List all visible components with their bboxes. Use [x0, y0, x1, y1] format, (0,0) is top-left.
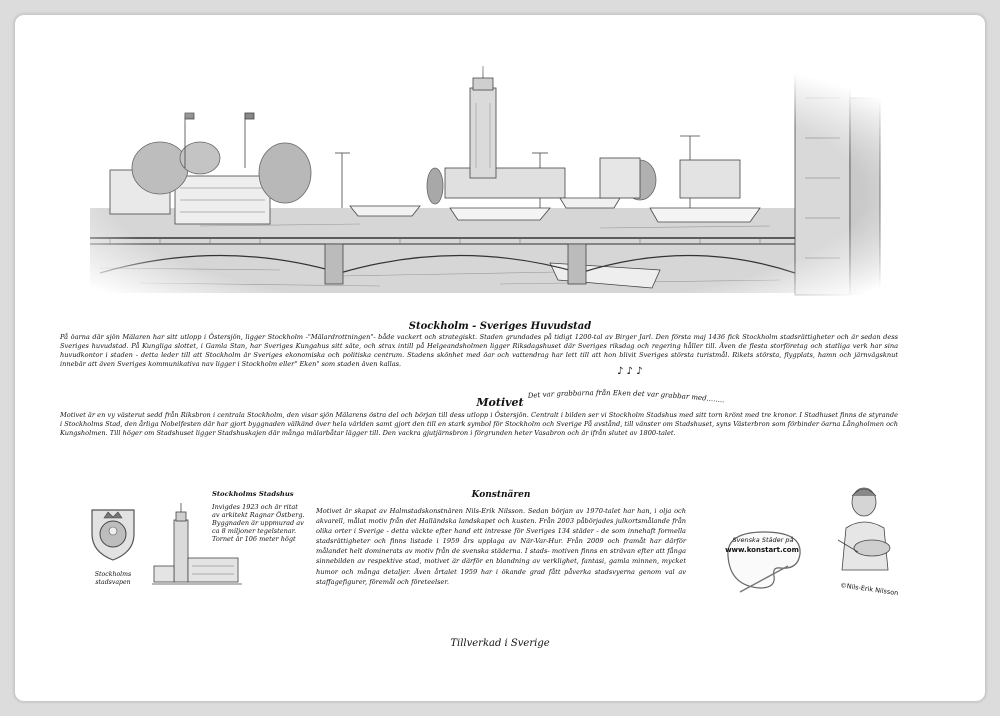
crest-caption-line1: Stockholms: [94, 571, 132, 578]
artist-portrait-sketch: [828, 480, 902, 590]
cityhall-line-1: Invigdes 1923 och är ritat: [212, 503, 298, 511]
cityhall-line-2: av arkitekt Ragnar Östberg.: [212, 511, 305, 519]
intro-paragraph: På öarna där sjön Mälaren har sitt utlopp i Östersjön, ligger Stockholm -"Mälardrottningen"- både vackert och strategiskt. Staden grundades på tidigt 1200-tal av Birger Jarl. Den första maj 1436 fick Stockholm stadsrättigheter och är sedan dess Sveriges huvudstad. På Kungliga slottet, i Gamla Stan, har Sveriges Kungahus sitt säte, och strax intill på Helgeandsholmen ligger Riksdagshuset där Sveriges riksdag och regering håller till. Även de flesta storföretag och statliga verk har sina huvudkontor i staden - detta leder till att Stockholm är Sveriges ekonomiska och politiska centrum. Stadens skönhet med öar och vattendrag har lett till att hon blivit Sveriges största turistmål. Rikets största, flygplats, hamn och järnvägsknut innebär att även Sveriges kommunikativa nav ligger i Stockholm eller" Eken" som staden även kallas.: [60, 333, 898, 368]
cityhall-text: [212, 503, 312, 543]
cityhall-line-3: Byggnaden är uppmurad av: [212, 519, 304, 527]
artist-signature: ©Nils-Erik Nilsson: [839, 581, 899, 598]
artist-paragraph: Motivet är skapat av Halmstadskonstnären Nils-Erik Nilsson. Sedan början av 1970-talet har han, i olja och akvarell, målat motiv från det Halländska landskapet och kusten. Från 2003 påbörjades julkortsmålande från olika orter i Sverige - detta väckte efter hand ett intresse för Sveriges 134 städer - de som innehaft formella stadsrättigheter och finns listade i 1959 års upplaga av När-Var-Hur. Från 2009 och framåt har därför målandet helt dominerats av motiv från de svenska städerna. I stads- motiven finns en strävan efter att fånga sinnebilden av respektive stad, motivet är därför en blandning av verklighet, fantasi, gamla minnen, mycket humor och många detaljer. Även årtalet 1959 har i ökande grad fått påverka stadsvyerna genom val av staffagefigurer, föremål och företeelser.: [316, 507, 686, 586]
quote-text: Det var grabbarna från Eken det var grabbar med........: [527, 389, 725, 405]
cityhall-title: Stockholms Stadshus: [212, 490, 294, 498]
logo-line1: Svenska Städer på: [732, 536, 794, 544]
made-in-sweden: Tillverkad i Sverige: [450, 638, 550, 649]
artist-title: Konstnären: [471, 490, 531, 500]
logo-line2: www.konstart.com: [725, 546, 799, 554]
music-notes-icon: ♪ ♪ ♪: [617, 366, 643, 377]
cityhall-line-5: Tornet är 106 meter högt: [212, 535, 296, 543]
main-title: Stockholm - Sveriges Huvudstad: [408, 321, 592, 332]
cityhall-line-4: ca 8 miljoner tegelstenar.: [212, 527, 297, 535]
stockholm-panorama-illustration: [80, 58, 892, 304]
motif-title: Motivet: [476, 396, 524, 409]
stockholm-crest-icon: [86, 504, 140, 562]
crest-caption-line2: stadsvapen: [95, 578, 131, 586]
motif-paragraph: Motivet är en vy västerut sedd från Riksbron i centrala Stockholm, den visar sjön Mälarens östra del och början till dess utlopp i Östersjön. Centralt i bilden ser vi Stockholm Stadshus med sitt torn krönt med tre kronor. I Stadhuset finns de styrande i Stockholms Stad, den årliga Nobelfesten där har gjort byggnaden välkänd över hela världen samt gjort den till en stark symbol för Stockholm och Sverige På avstånd, till vänster om Stadshuset, syns Västerbron som förbinder öarna Långholmen och Kungsholmen. Till höger om Stadshuset ligger Stadshuskajen där många mälarbåtar lägger till. Den vackra gjutjärnsbron i förgrunden heter Vasabron och är ifrån slutet av 1800-talet.: [60, 411, 898, 437]
crest-caption: [88, 571, 138, 586]
